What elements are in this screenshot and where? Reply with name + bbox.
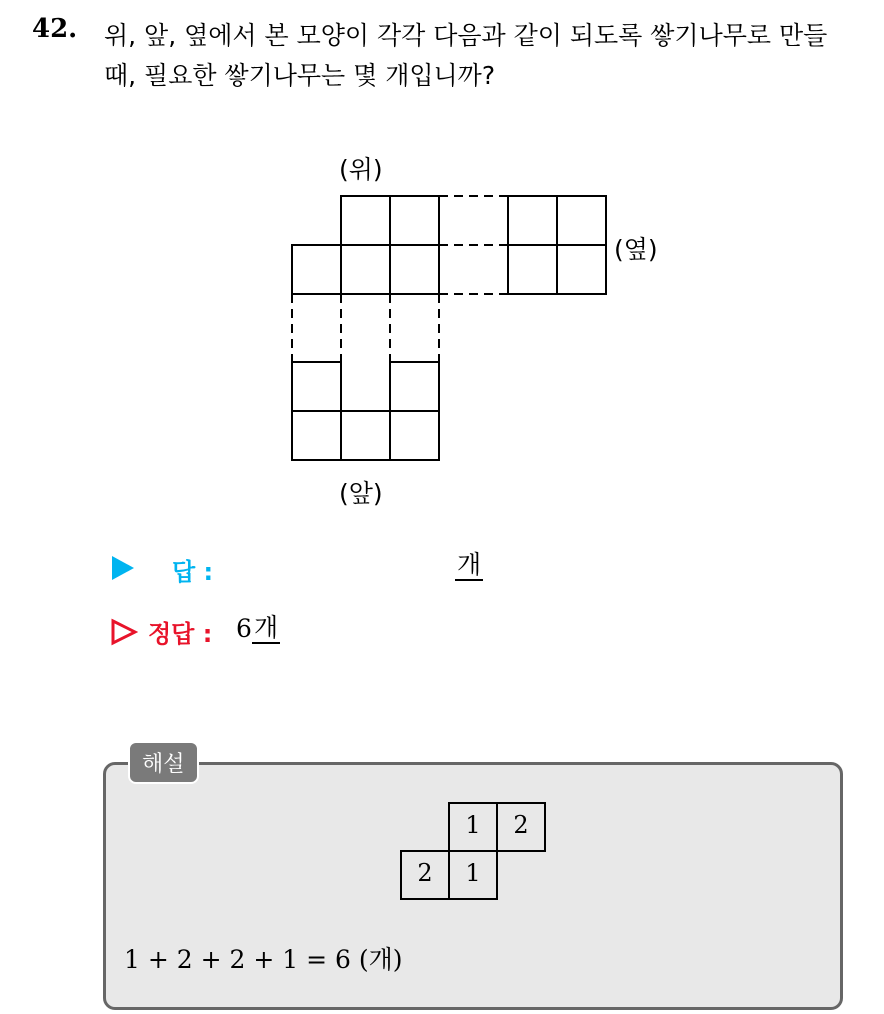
correct-answer-value: 6 <box>236 614 252 643</box>
top-view-label: (위) <box>339 155 383 184</box>
answer-unit: 개 <box>457 550 482 579</box>
question-number: 42. <box>32 14 78 44</box>
explanation-formula: 1 + 2 + 2 + 1 = 6 (개) <box>124 945 403 974</box>
front-view-label: (앞) <box>339 479 383 508</box>
grid-number: 2 <box>513 811 529 839</box>
grid-number: 2 <box>417 859 433 887</box>
question-text-line1: 위, 앞, 옆에서 본 모양이 각각 다음과 같이 되도록 쌓기나무로 만들 <box>104 21 828 50</box>
correct-answer-unit: 개 <box>254 613 279 642</box>
grid-number: 1 <box>465 859 481 887</box>
grid-number: 1 <box>465 811 481 839</box>
answer-label: 답 : <box>172 558 214 586</box>
explanation-tag: 해설 <box>128 741 199 784</box>
side-view-label: (옆) <box>614 235 658 264</box>
question-text-line2: 때, 필요한 쌓기나무는 몇 개입니까? <box>104 61 496 90</box>
correct-answer-label: 정답 : <box>148 620 213 648</box>
